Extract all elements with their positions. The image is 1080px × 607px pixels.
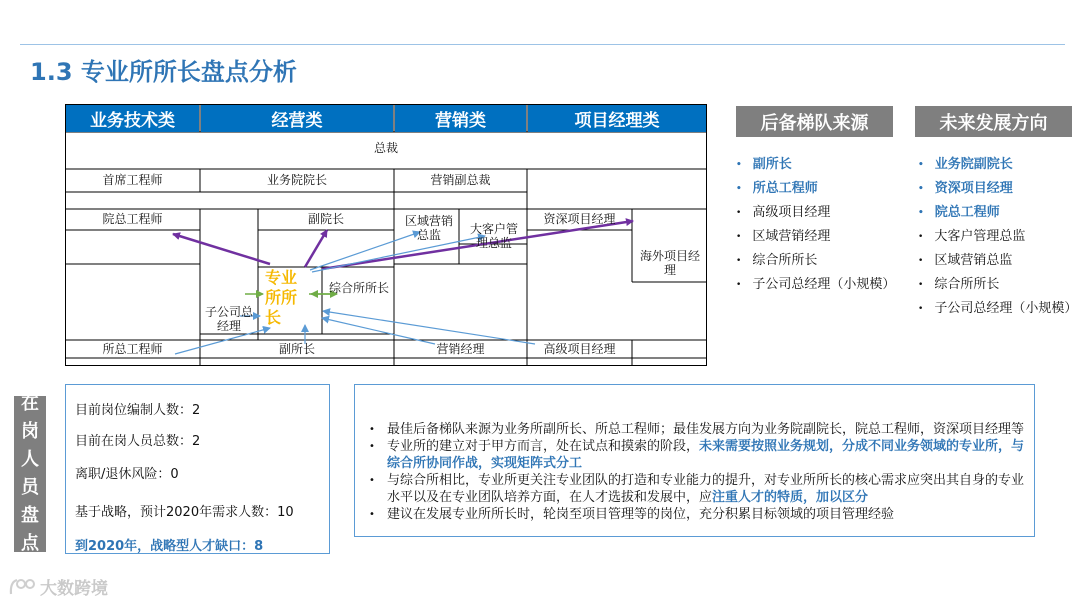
role-ceo: 总裁 <box>373 141 398 156</box>
role-comprehensive-head: 综合所所长 <box>328 281 389 296</box>
header-operations: 经营类 <box>201 105 393 132</box>
header-business-tech: 业务技术类 <box>66 105 199 132</box>
note-item: • 建议在发展专业所所长时，轮岗至项目管理等的岗位，充分积累目标领域的项目管理经验 <box>365 506 1025 523</box>
role-focus-institute-head: 专业 所所 长 <box>265 268 298 327</box>
role-senior-project-manager: 高级项目经理 <box>543 342 616 357</box>
stat-risk: 离职/退休风险：0 <box>75 467 179 482</box>
note-item: • 专业所的建立对于甲方而言，处在试点和摸索的阶段，未来需要按照业务规划，分成不同业务领域的专业所，与综合所协同作战，实现矩阵式分工 <box>365 438 1025 472</box>
stat-current: 目前在岗人员总数：2 <box>75 434 201 449</box>
list-item: • 综合所所长 <box>736 253 818 268</box>
list-item: • 院总工程师 <box>918 205 1000 220</box>
staff-inventory-side-label <box>14 393 46 554</box>
list-item: • 高级项目经理 <box>736 205 831 220</box>
list-item: • 区域营销总监 <box>918 253 1013 268</box>
role-chief-engineer: 首席工程师 <box>102 173 163 188</box>
role-marketing-vp: 营销副总裁 <box>430 173 491 188</box>
future-panel-title: 未来发展方向 <box>915 106 1072 137</box>
list-item: • 大客户管理总监 <box>918 229 1026 244</box>
side-label-char: 岗 <box>21 421 39 442</box>
list-item: • 子公司总经理（小规模） <box>736 277 896 292</box>
list-item: • 子公司总经理（小规模） <box>918 301 1078 316</box>
reserve-list <box>736 153 895 297</box>
list-item: • 资深项目经理 <box>918 181 1013 196</box>
role-institute-chief-engineer: 所总工程师 <box>102 342 163 357</box>
list-item: • 所总工程师 <box>736 181 818 196</box>
side-label-char: 盘 <box>21 505 39 526</box>
list-item: • 副所长 <box>736 157 792 172</box>
stat-demand: 基于战略，预计2020年需求人数：10 <box>75 505 294 520</box>
future-list <box>918 153 1077 321</box>
watermark-text: 大数跨境 <box>40 579 108 599</box>
stats-box <box>65 384 330 554</box>
note-item: • 与综合所相比，专业所更关注专业团队的打造和专业能力的提升，对专业所所长的核心需求应突出其自身的专业水平以及在专业团队培养方面，在人才选拔和发展中，应注重人才的特质，加以区分 <box>365 472 1025 506</box>
side-label-char: 人 <box>21 449 39 470</box>
notes-list <box>365 421 1025 523</box>
role-senior-pm: 资深项目经理 <box>543 212 616 227</box>
list-item: • 综合所所长 <box>918 277 1000 292</box>
list-item: • 业务院副院长 <box>918 157 1013 172</box>
stat-quota: 目前岗位编制人数：2 <box>75 403 201 418</box>
header-project-manager: 项目经理类 <box>528 105 706 132</box>
watermark-logo-icon <box>8 576 36 598</box>
role-subsidiary-gm: 子公司总经理 <box>204 305 253 333</box>
role-vice-dean: 副院长 <box>307 212 344 227</box>
arrow-to-dean-chief-engineer <box>173 234 270 264</box>
role-dean-chief-engineer: 院总工程师 <box>102 212 163 227</box>
side-label-char: 在 <box>21 393 39 414</box>
watermark <box>8 574 108 599</box>
header-marketing: 营销类 <box>395 105 526 132</box>
stat-gap: 到2020年，战略型人才缺口：8 <box>75 539 264 554</box>
side-label-char: 点 <box>21 533 39 554</box>
role-overseas-pm: 海外项目经理 <box>639 249 700 277</box>
list-item: • 区域营销经理 <box>736 229 831 244</box>
note-item: • 最佳后备梯队来源为业务所副所长、所总工程师；最佳发展方向为业务院副院长，院总工程师，资深项目经理等 <box>365 421 1025 438</box>
notes-box <box>354 384 1035 537</box>
reserve-panel-title: 后备梯队来源 <box>736 106 893 137</box>
role-region-marketing: 区域营销总监 <box>404 214 453 242</box>
top-divider <box>20 44 1065 45</box>
org-chart <box>65 104 707 366</box>
role-vice-head: 副所长 <box>278 342 315 357</box>
role-marketing-manager: 营销经理 <box>436 342 485 357</box>
arrow-to-vice-dean <box>305 230 327 267</box>
role-key-account: 大客户管理总监 <box>469 222 518 250</box>
page-title: 1.3 专业所所长盘点分析 <box>30 58 297 86</box>
side-label-char: 员 <box>21 477 39 498</box>
arrow-from-senior-project-manager <box>323 311 535 344</box>
role-business-dean: 业务院院长 <box>266 173 327 188</box>
